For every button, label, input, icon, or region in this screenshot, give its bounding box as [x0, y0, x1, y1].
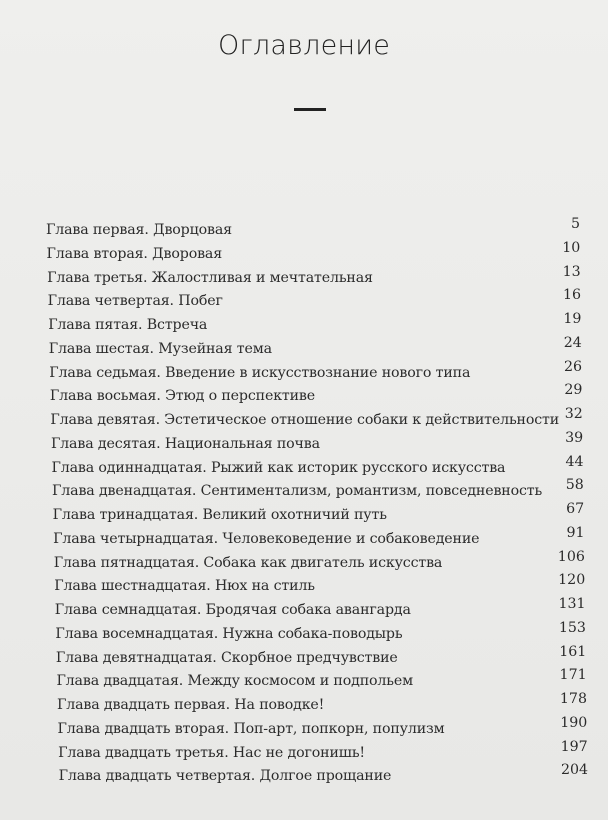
toc-entry — [0, 311, 608, 339]
toc-entry-page-number: 120 — [558, 572, 586, 589]
toc-entry-page-number: 190 — [560, 714, 588, 731]
toc-entry-page-number: 32 — [564, 406, 583, 422]
toc-entry — [0, 358, 608, 387]
toc-entry — [0, 406, 608, 434]
toc-entry — [0, 334, 608, 363]
toc-entry-title: Глава двадцатая. Между космосом и подпольем — [56, 673, 413, 690]
toc-entry — [0, 239, 608, 268]
toc-entry — [0, 287, 608, 315]
toc-entry-title: Глава третья. Жалостливая и мечтательная — [47, 269, 373, 286]
toc-entry — [0, 501, 608, 529]
toc-entry-page-number: 29 — [564, 382, 583, 399]
toc-entry-page-number: 10 — [562, 239, 581, 256]
toc-entry — [0, 263, 608, 292]
toc-entry — [0, 643, 608, 672]
toc-entry-title: Глава двадцать третья. Нас не догонишь! — [58, 744, 365, 761]
toc-entry — [0, 453, 608, 482]
toc-entry-title: Глава двенадцатая. Сентиментализм, романтизм, повседневность — [52, 483, 543, 500]
toc-entry-title: Глава шестнадцатая. Нюх на стиль — [54, 578, 315, 595]
toc-entry-page-number: 197 — [560, 738, 588, 755]
toc-entry-page-number: 19 — [563, 311, 582, 327]
toc-entry-title: Глава восемнадцатая. Нужна собака-поводырь — [55, 625, 403, 642]
table-of-contents — [0, 216, 608, 790]
page-title: Оглавление — [217, 30, 391, 61]
title-rule — [294, 108, 326, 111]
toc-entry-page-number: 16 — [562, 287, 582, 304]
toc-entry-title: Глава двадцать первая. На поводке! — [57, 697, 325, 713]
toc-entry-page-number: 131 — [558, 596, 586, 612]
toc-entry-page-number: 153 — [558, 619, 586, 636]
toc-entry-title: Глава двадцать вторая. Поп-арт, попкорн, популизм — [57, 720, 445, 737]
toc-entry — [0, 714, 608, 743]
toc-entry — [0, 572, 608, 600]
toc-entry — [0, 477, 608, 505]
toc-entry-title: Глава двадцать четвертая. Долгое прощание — [58, 768, 392, 785]
toc-entry — [0, 596, 608, 624]
toc-entry-page-number: 204 — [560, 762, 589, 779]
toc-entry-title: Глава тринадцатая. Великий охотничий путь — [52, 507, 387, 523]
toc-entry-title: Глава девятнадцатая. Скорбное предчувствие — [55, 649, 398, 666]
toc-entry-page-number: 13 — [562, 263, 581, 280]
toc-entry — [0, 216, 608, 244]
toc-entry-page-number: 24 — [563, 334, 582, 351]
toc-entry — [0, 382, 608, 410]
toc-entry-title: Глава четырнадцатая. Человековедение и собаковедение — [53, 530, 480, 547]
toc-entry-page-number: 67 — [566, 501, 585, 517]
toc-entry — [0, 429, 608, 458]
toc-entry — [0, 691, 608, 719]
toc-entry-page-number: 106 — [557, 548, 585, 565]
toc-entry-title: Глава шестая. Музейная тема — [48, 340, 272, 357]
toc-entry-page-number: 44 — [565, 453, 584, 470]
toc-entry-title: Глава первая. Дворцовая — [46, 222, 232, 238]
toc-entry-page-number: 58 — [565, 477, 584, 494]
toc-entry-title: Глава одиннадцатая. Рыжий как историк русского искусства — [51, 459, 506, 476]
toc-entry — [0, 548, 608, 577]
toc-entry-page-number: 26 — [564, 358, 583, 375]
toc-entry-title: Глава пятнадцатая. Собака как двигатель искусства — [53, 554, 443, 571]
toc-entry-page-number: 5 — [570, 216, 580, 232]
toc-entry-page-number: 91 — [566, 524, 585, 541]
toc-entry-title: Глава семнадцатая. Бродячая собака авангарда — [54, 602, 411, 618]
toc-entry-title: Глава седьмая. Введение в искусствознание нового типа — [49, 364, 471, 381]
toc-entry-page-number: 39 — [565, 429, 584, 446]
toc-entry — [0, 762, 608, 790]
toc-entry — [0, 667, 608, 695]
toc-entry-page-number: 161 — [559, 643, 587, 660]
toc-entry — [0, 738, 608, 767]
toc-entry-title: Глава десятая. Национальная почва — [50, 435, 320, 452]
toc-entry-page-number: 178 — [559, 691, 587, 707]
toc-entry-title: Глава девятая. Эстетическое отношение собаки к действительности — [50, 412, 560, 428]
toc-entry-title: Глава пятая. Встреча — [48, 317, 208, 333]
toc-entry — [0, 619, 608, 648]
toc-entry-title: Глава вторая. Дворовая — [46, 245, 223, 262]
toc-entry-page-number: 171 — [559, 667, 587, 684]
toc-entry — [0, 524, 608, 553]
toc-entry-title: Глава восьмая. Этюд о перспективе — [49, 388, 316, 405]
toc-entry-title: Глава четвертая. Побег — [47, 293, 223, 310]
